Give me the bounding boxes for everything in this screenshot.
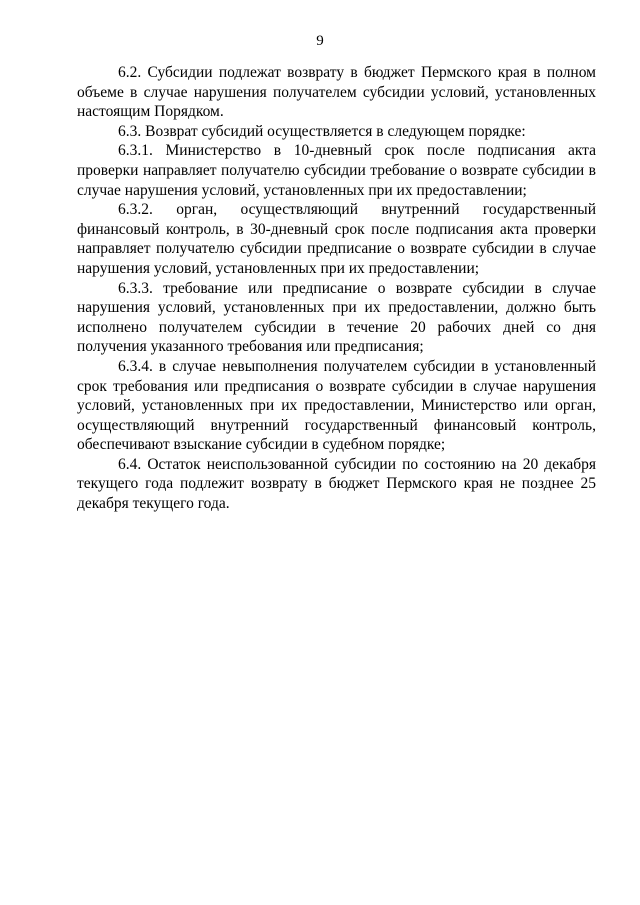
document-body [77,63,596,514]
paragraph-6-4: 6.4. Остаток неиспользованной субсидии по состоянию на 20 декабря текущего года подлежит возврату в бюджет Пермского края не позднее 25 декабря текущего года. [77,455,596,513]
paragraph-6-3-3: 6.3.3. требование или предписание о возврате субсидии в случае нарушения условий, установленных при их предоставлении, должно быть исполнено получателем субсидии в течение 20 рабочих дней со дня получения указанного требования или предписания; [77,279,596,356]
paragraph-6-2: 6.2. Субсидии подлежат возврату в бюджет Пермского края в полном объеме в случае нарушения получателем субсидии условий, установленных настоящим Порядком. [77,64,596,121]
page-number: 9 [316,33,324,49]
paragraph-6-3-4: 6.3.4. в случае невыполнения получателем субсидии в установленный срок требования или предписания о возврате субсидии в случае нарушения условий, установленных при их предоставлении, Министерство или орган, осуществляющий внутренний государственный финансовый контроль, обеспечивают взыскание субсидии в судебном порядке; [77,357,596,454]
paragraph-6-3: 6.3. Возврат субсидий осуществляется в следующем порядке: [118,122,526,140]
paragraph-6-3-1: 6.3.1. Министерство в 10-дневный срок после подписания акта проверки направляет получателю субсидии требование о возврате субсидии в случае нарушения условий, установленных при их предоставлении; [77,142,596,199]
paragraph-6-3-2: 6.3.2. орган, осуществляющий внутренний государственный финансовый контроль, в 30-дневный срок после подписания акта проверки направляет получателю субсидии предписание о возврате субсидии в случае нарушения условий, установленных при их предоставлении; [77,201,596,277]
